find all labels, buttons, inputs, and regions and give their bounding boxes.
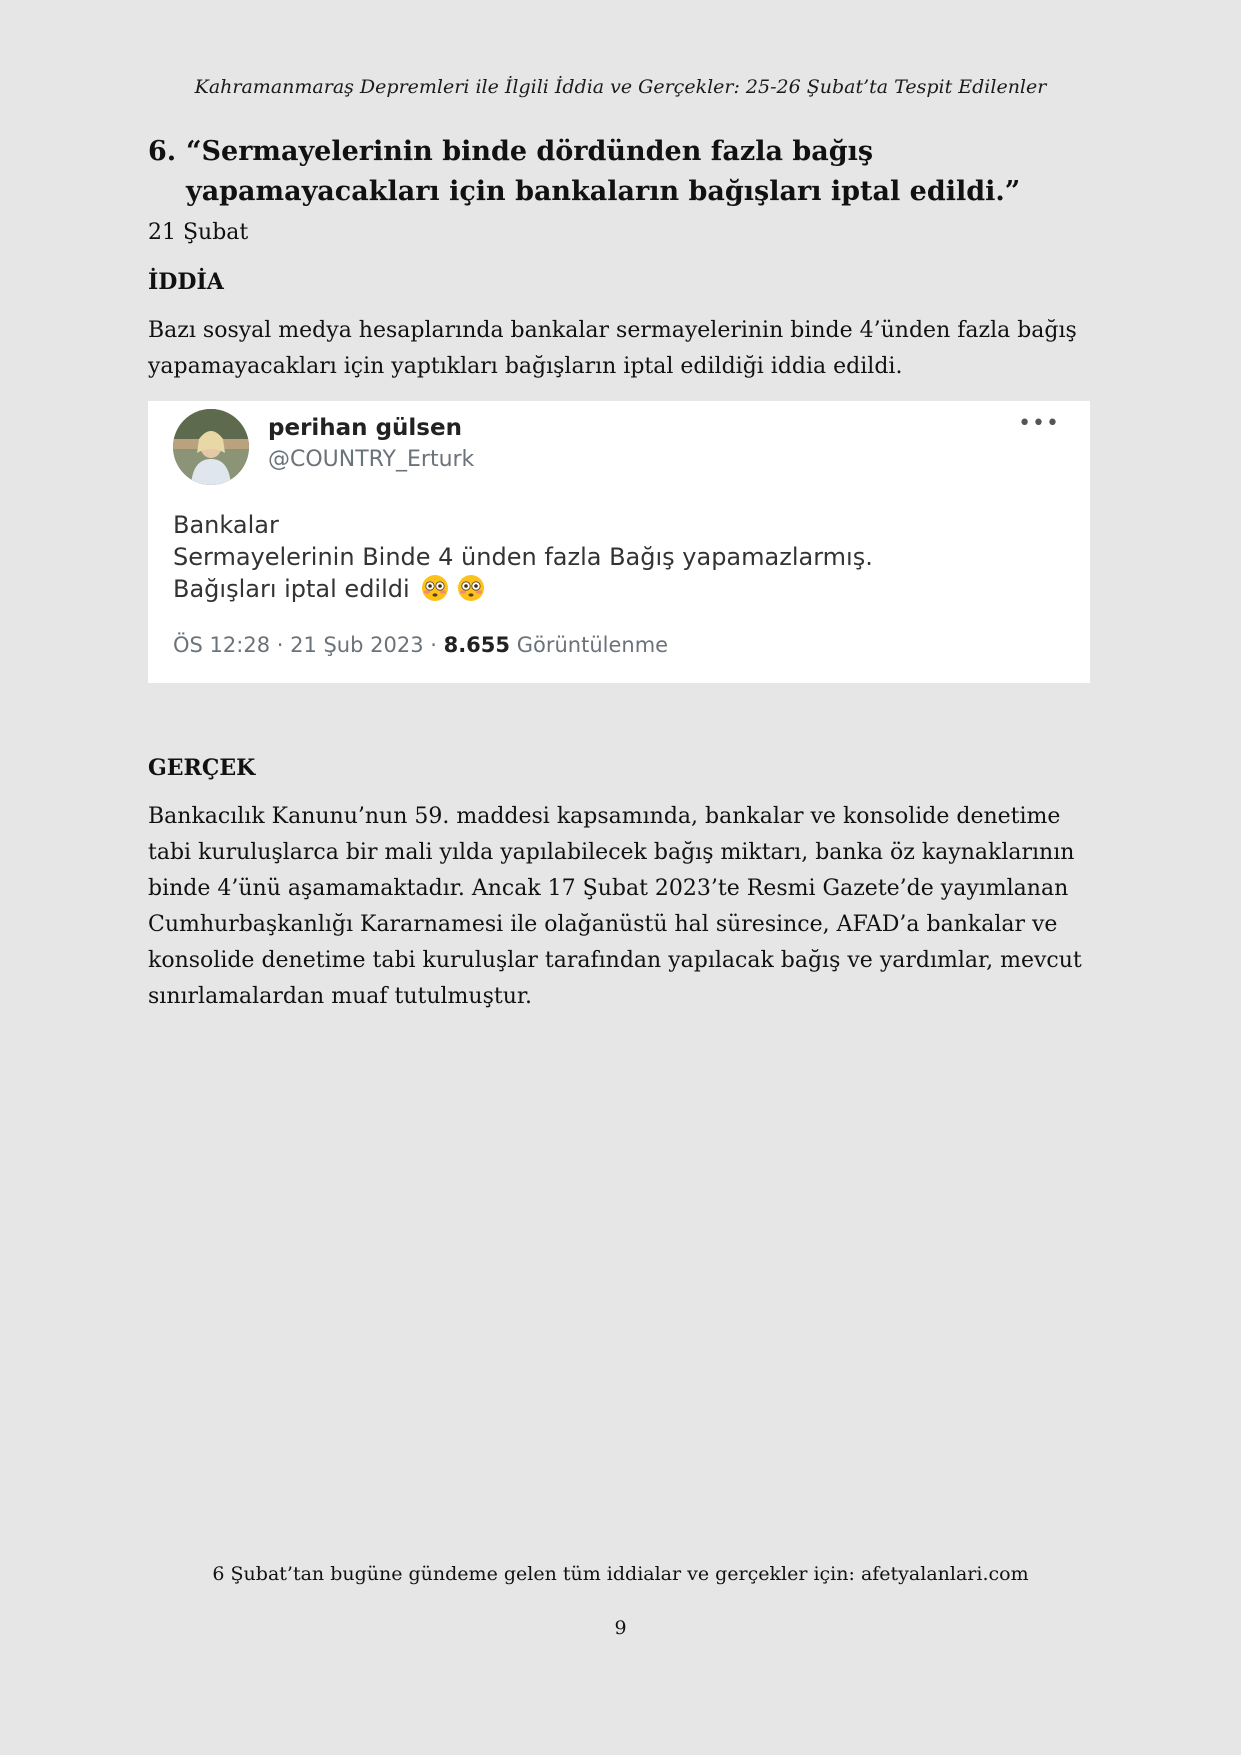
tweet-author-handle[interactable]: @COUNTRY_Erturk: [268, 447, 475, 472]
fact-heading: GERÇEK: [148, 755, 256, 781]
running-header: Kahramanmaraş Depremleri ile İlgili İddia ve Gerçekler: 25-26 Şubat’ta Tespit Edilenler: [194, 76, 1047, 98]
tweet-line: Sermayelerinin Binde 4 ünden fazla Bağış yapamazlarmış.: [173, 543, 873, 571]
tweet-screenshot: [148, 401, 1090, 683]
tweet-line-text: Bağışları iptal edildi: [173, 575, 410, 603]
tweet-text: [173, 509, 873, 605]
tweet-view-count: 8.655: [443, 633, 511, 657]
item-title: [148, 132, 1090, 212]
page-number: 9: [614, 1617, 627, 1639]
tweet-timestamp[interactable]: ÖS 12:28 · 21 Şub 2023 ·: [173, 633, 444, 657]
item-title-text: “Sermayelerinin binde dördünden fazla bağış yapamayacakları için bankaların bağışları iptal edildi.”: [186, 136, 1021, 207]
fact-text: Bankacılık Kanunu’nun 59. maddesi kapsamında, bankalar ve konsolide denetime tabi kuruluşlarca bir mali yılda yapılabilecek bağış miktarı, banka öz kaynaklarının binde 4’ünü aşamamaktadır. Ancak 17 Şubat 2023’te Resmi Gazete’de yayımlanan Cumhurbaşkanlığı Kararnamesi ile olağanüstü hal süresince, AFAD’a bankalar ve konsolide denetime tabi kuruluşlar tarafından yapılacak bağış ve yardımlar, mevcut sınırlamalardan muaf tutulmuştur.: [148, 804, 1082, 1009]
item-date: 21 Şubat: [148, 220, 249, 245]
flushed-face-emoji-icon: [457, 574, 485, 602]
footer-note: 6 Şubat’tan bugüne gündeme gelen tüm iddialar ve gerçekler için: afetyalanlari.com: [212, 1563, 1029, 1585]
avatar: [173, 409, 249, 485]
claim-text: Bazı sosyal medya hesaplarında bankalar sermayelerinin binde 4’ünden fazla bağış yapamayacakları için yaptıkları bağışların iptal edildiği iddia edildi.: [148, 318, 1077, 379]
tweet-author-name[interactable]: perihan gülsen: [268, 415, 462, 441]
tweet-line: Bankalar: [173, 511, 279, 539]
page-content: [148, 132, 1090, 1015]
tweet-views-label: Görüntülenme: [510, 633, 669, 657]
flushed-face-emoji-icon: [421, 574, 449, 602]
claim-heading: İDDİA: [148, 269, 224, 295]
more-options-icon[interactable]: •••: [1018, 411, 1060, 436]
item-number: 6.: [148, 136, 177, 167]
tweet-meta: [173, 633, 668, 657]
tweet-line: [173, 573, 873, 605]
